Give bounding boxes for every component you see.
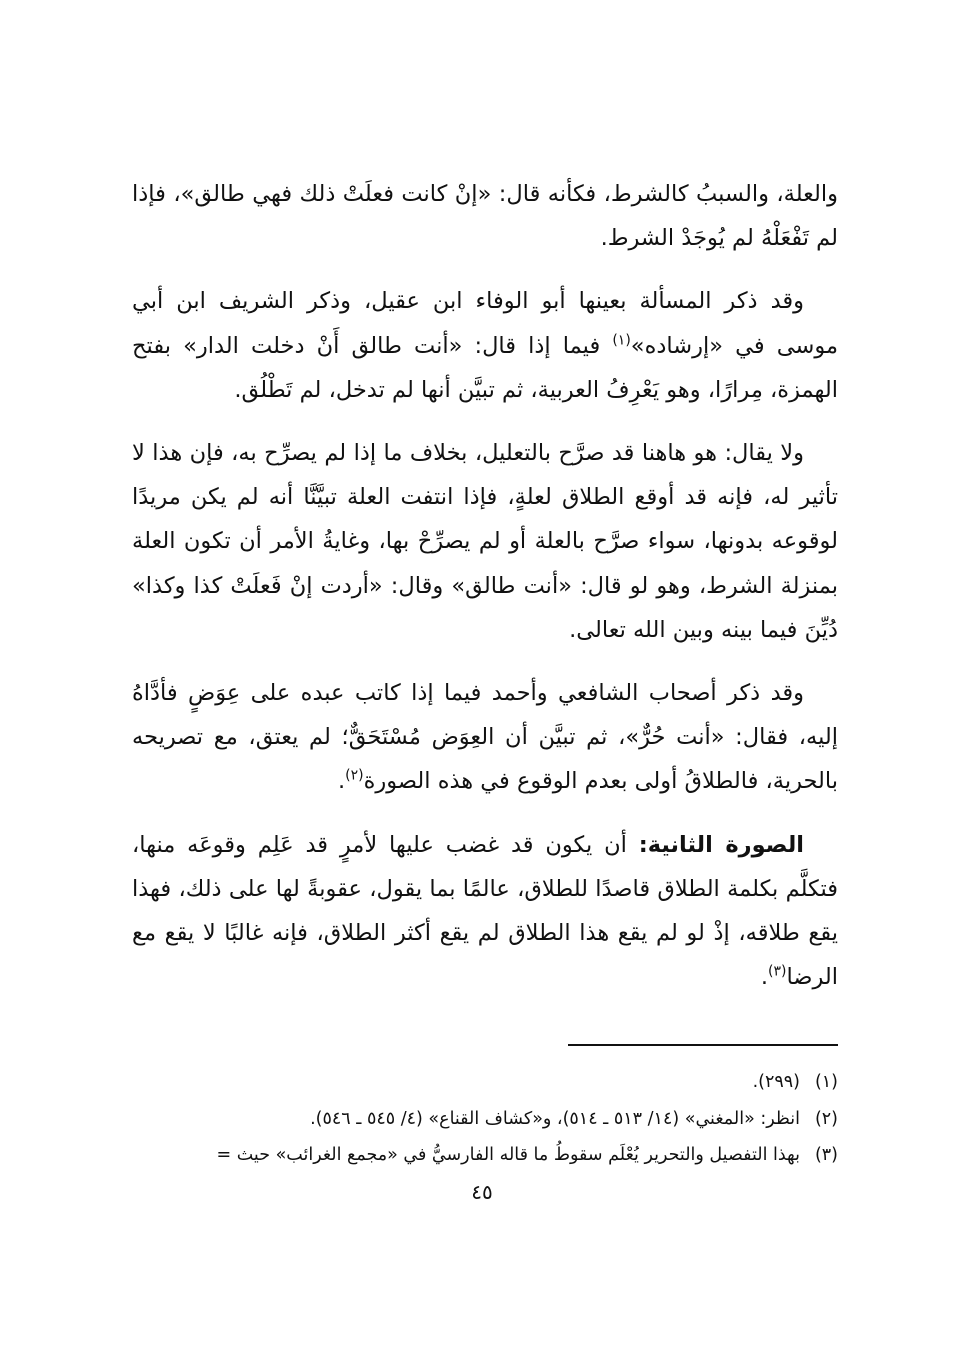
footnote-text: بهذا التفصيل والتحرير يُعْلَم سقوطُ ما قاله الفارسيُّ في «مجمع الغرائب» حيث =	[216, 1145, 800, 1165]
footnote-number: (٢)	[814, 1108, 838, 1129]
paragraph-5-text-a: أن يكون قد غضب عليها لأمرٍ قد عَلِم وقوعَه منها، فتكلَّم بكلمة الطلاق قاصدًا للطلاق، عالمًا بما يقول، عقوبةً لها على ذلك، فهذا يقع طلاقه، إذْ لو لم يقع هذا الطلاق لم يقع أكثر الطلاق، فإنه غالبًا لا يقع مع الرضا	[132, 831, 838, 991]
paragraph-3-text: ولا يقال: هو هاهنا قد صرَّح بالتعليل، بخلاف ما إذا لم يصرِّح به، فإن هذا لا تأثير له، فإنه قد أوقع الطلاق لعلةٍ، فإذا انتفت العلة تبيَّنَّا أنه لم يكن مريدًا لوقوعه بدونها، سواء صرَّح بالعلة أو لم يصرِّحْ بها، وغايةُ الأمر أن تكون العلة بمنزلة الشرط، وهو لو قال: «أنت طالق» وقال: «أردت إنْ فَعلَتْ كذا وكذا» دُيِّنَ فيما بينه وبين الله تعالى.	[132, 440, 838, 643]
footnote-ref-2[interactable]: (٢)	[345, 767, 364, 784]
paragraph-4-text-b: .	[338, 768, 346, 795]
footnotes	[90, 1064, 838, 1174]
footnote-text: (٢٩٩).	[752, 1072, 800, 1092]
paragraph-5	[132, 823, 838, 1000]
footnote-3	[90, 1137, 838, 1174]
footnote-1	[90, 1064, 838, 1101]
paragraph-5-text-b: .	[760, 964, 769, 991]
main-text	[132, 172, 838, 1018]
footnote-ref-1[interactable]: (١)	[612, 332, 631, 349]
paragraph-4	[132, 671, 838, 804]
paragraph-1	[132, 172, 838, 260]
footnote-ref-3[interactable]: (٣)	[768, 963, 787, 980]
paragraph-3	[132, 431, 838, 652]
section-label: الصورة الثانية:	[638, 831, 805, 858]
footnote-number: (١)	[814, 1072, 838, 1092]
paragraph-2-text-a: وقد ذكر المسألة بعينها أبو الوفاء ابن عقيل، وذكر الشريف ابن أبي موسى في «إرشاده»	[132, 288, 838, 359]
paragraph-1-text: والعلة، والسببُ كالشرط، فكأنه قال: «إنْ كانت فعلَتْ ذلك فهي طالق»، فإذا لم تَفْعَلْهُ لم يُوجَدْ الشرط.	[132, 181, 838, 252]
paragraph-2-text-b: فيما إذا قال: «أنت طالق أَنْ دخلت الدار» بفتح الهمزة، مِرارًا، وهو يَعْرِفُ العربية، ثم تبيَّن أنها لم تدخل، لم تَطْلُق.	[132, 332, 838, 403]
paragraph-2	[132, 279, 838, 412]
footnote-text: انظر: «المغني» (١٤/ ٥١٣ ـ ٥١٤)، و«كشاف القناع» (٤/ ٥٤٥ ـ ٥٤٦).	[310, 1108, 800, 1129]
footnote-divider	[568, 1044, 838, 1046]
page-number: ٤٥	[471, 1180, 493, 1204]
paragraph-4-text-a: وقد ذكر أصحاب الشافعي وأحمد فيما إذا كاتب عبده على عِوَضٍ فأدَّاهُ إليه، فقال: «أنت حُرٌّ»، ثم تبيَّن أن العِوَض مُسْتَحَقٌّ؛ لم يعتق، مع تصريحه بالحرية، فالطلاقُ أولى بعدم الوقوع في هذه الصورة	[132, 680, 838, 795]
footnote-2	[90, 1101, 838, 1138]
footnote-number: (٣)	[814, 1145, 838, 1165]
